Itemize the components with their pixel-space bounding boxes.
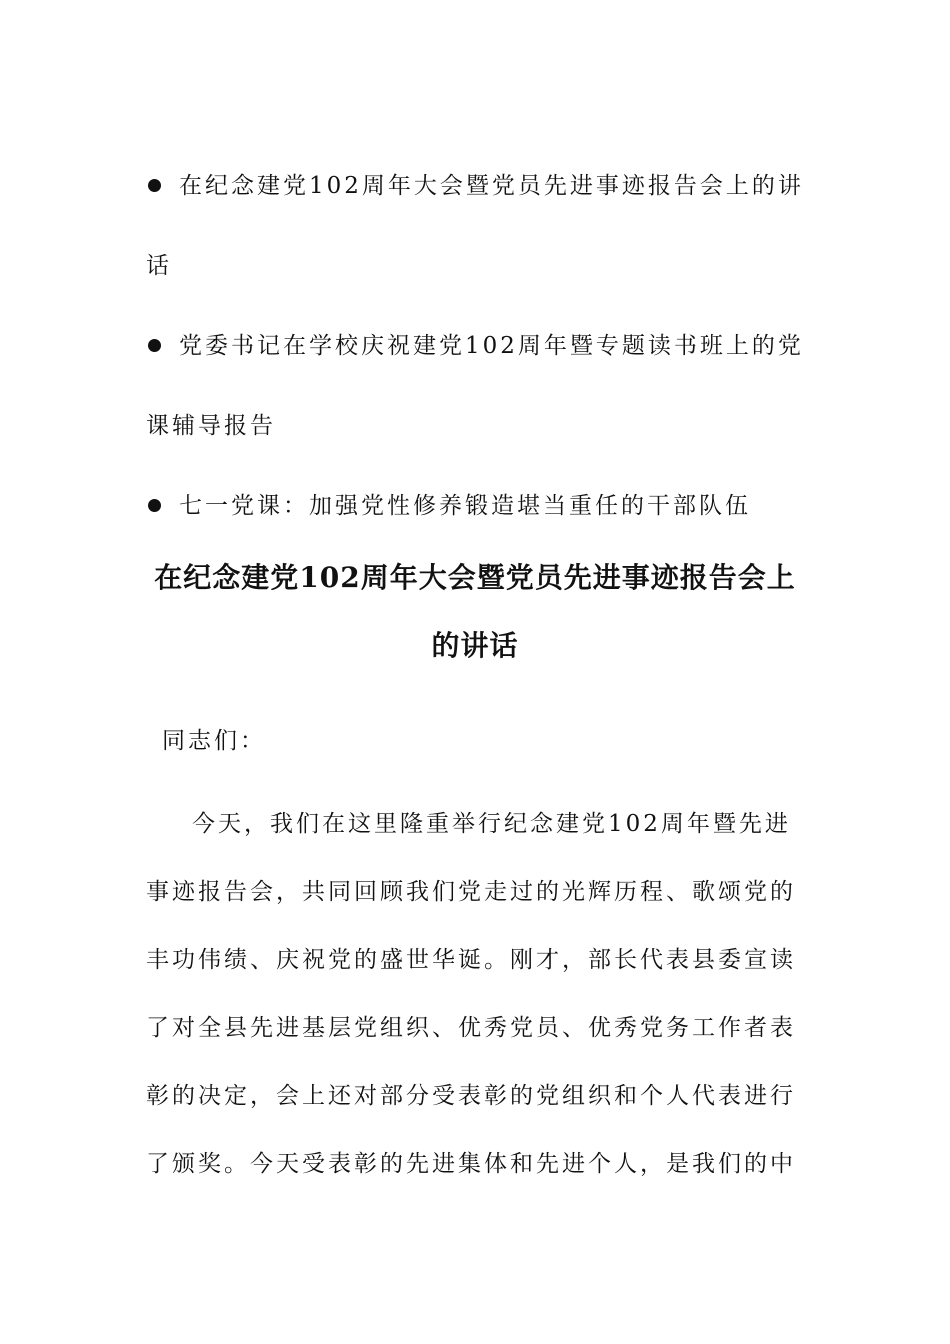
- toc-item-text: 课辅导报告: [146, 413, 276, 439]
- bullet-icon: [148, 499, 161, 512]
- table-of-contents: [146, 146, 806, 546]
- toc-item-text: 七一党课：加强党性修养锻造堪当重任的干部队伍: [179, 493, 751, 519]
- body-line: 了对全县先进基层党组织、优秀党员、优秀党务工作者表: [146, 1015, 796, 1041]
- toc-item-line: [146, 226, 806, 306]
- toc-item-1[interactable]: [146, 146, 806, 306]
- article-body: [146, 790, 806, 1198]
- bullet-icon: [148, 179, 161, 192]
- toc-item-2[interactable]: [146, 306, 806, 466]
- bullet-icon: [148, 339, 161, 352]
- body-line: 彰的决定，会上还对部分受表彰的党组织和个人代表进行: [146, 1083, 796, 1109]
- salutation: 同志们：: [162, 728, 266, 754]
- article-title-line-2: 的讲话: [431, 629, 519, 662]
- toc-item-line: [146, 466, 806, 546]
- toc-item-line: [146, 386, 806, 466]
- toc-item-text: 在纪念建党102周年大会暨党员先进事迹报告会上的讲: [179, 173, 804, 199]
- body-line: 事迹报告会，共同回顾我们党走过的光辉历程、歌颂党的: [146, 879, 796, 905]
- toc-item-3[interactable]: [146, 466, 806, 546]
- body-line: 了颁奖。今天受表彰的先进集体和先进个人，是我们的中: [146, 1151, 796, 1177]
- body-line: 今天，我们在这里隆重举行纪念建党102周年暨先进: [192, 811, 791, 837]
- toc-item-text: 党委书记在学校庆祝建党102周年暨专题读书班上的党: [179, 333, 804, 359]
- body-line: 丰功伟绩、庆祝党的盛世华诞。刚才，部长代表县委宣读: [146, 947, 796, 973]
- toc-item-line: [146, 146, 806, 226]
- toc-item-text: 话: [146, 253, 172, 279]
- toc-item-line: [146, 306, 806, 386]
- article-title-line-1: 在纪念建党102周年大会暨党员先进事迹报告会上: [154, 561, 796, 594]
